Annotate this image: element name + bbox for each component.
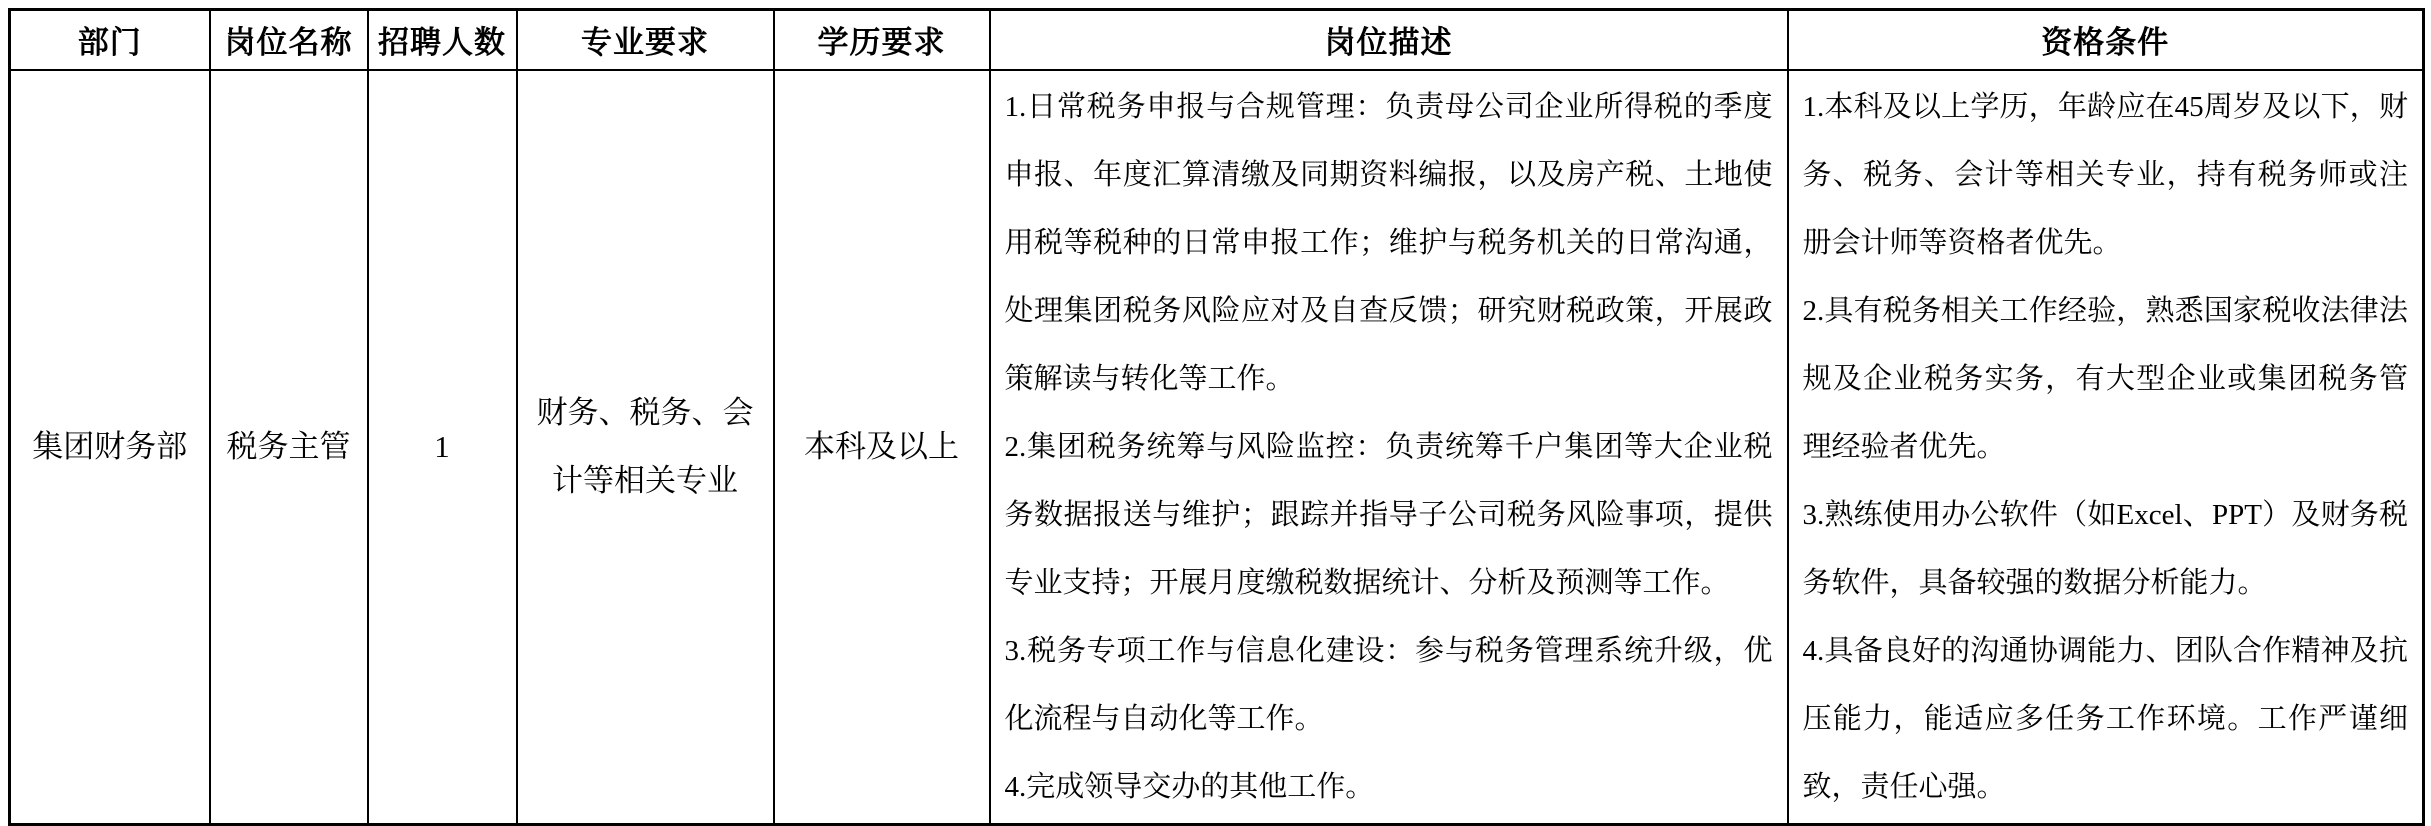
cell-education: 本科及以上	[774, 70, 990, 825]
header-headcount: 招聘人数	[368, 10, 517, 70]
table-row	[10, 70, 2424, 825]
qualification-paragraph-1: 1.本科及以上学历，年龄应在45周岁及以下，财务、税务、会计等相关专业，持有税务师或注册会计师等资格者优先。	[1802, 90, 2408, 259]
header-major: 专业要求	[517, 10, 774, 70]
cell-position: 税务主管	[210, 70, 368, 825]
qualification-paragraph-3: 3.熟练使用办公软件（如Excel、PPT）及财务税务软件，具备较强的数据分析能力。	[1802, 498, 2408, 599]
cell-major: 财务、税务、会计等相关专业	[517, 70, 774, 825]
header-position: 岗位名称	[210, 10, 368, 70]
description-paragraph-2: 2.集团税务统筹与风险监控：负责统筹千户集团等大企业税务数据报送与维护；跟踪并指导子公司税务风险事项，提供专业支持；开展月度缴税数据统计、分析及预测等工作。	[1004, 430, 1773, 599]
description-paragraph-4: 4.完成领导交办的其他工作。	[1004, 770, 1375, 803]
header-description: 岗位描述	[990, 10, 1788, 70]
document-sheet	[8, 8, 2425, 826]
header-qualifications: 资格条件	[1788, 10, 2424, 70]
header-department: 部门	[10, 10, 210, 70]
header-education: 学历要求	[774, 10, 990, 70]
cell-description	[990, 70, 1788, 825]
cell-headcount: 1	[368, 70, 517, 825]
header-row	[10, 10, 2424, 70]
description-paragraph-1: 1.日常税务申报与合规管理：负责母公司企业所得税的季度申报、年度汇算清缴及同期资料编报，以及房产税、土地使用税等税种的日常申报工作；维护与税务机关的日常沟通，处理集团税务风险应对及自查反馈；研究财税政策，开展政策解读与转化等工作。	[1004, 90, 1773, 395]
description-paragraph-3: 3.税务专项工作与信息化建设：参与税务管理系统升级，优化流程与自动化等工作。	[1004, 634, 1773, 735]
cell-qualifications	[1788, 70, 2424, 825]
cell-department: 集团财务部	[10, 70, 210, 825]
job-posting-table	[8, 8, 2425, 826]
qualification-paragraph-2: 2.具有税务相关工作经验，熟悉国家税收法律法规及企业税务实务，有大型企业或集团税务管理经验者优先。	[1802, 294, 2408, 463]
qualification-paragraph-4: 4.具备良好的沟通协调能力、团队合作精神及抗压能力，能适应多任务工作环境。工作严谨细致，责任心强。	[1802, 634, 2408, 803]
